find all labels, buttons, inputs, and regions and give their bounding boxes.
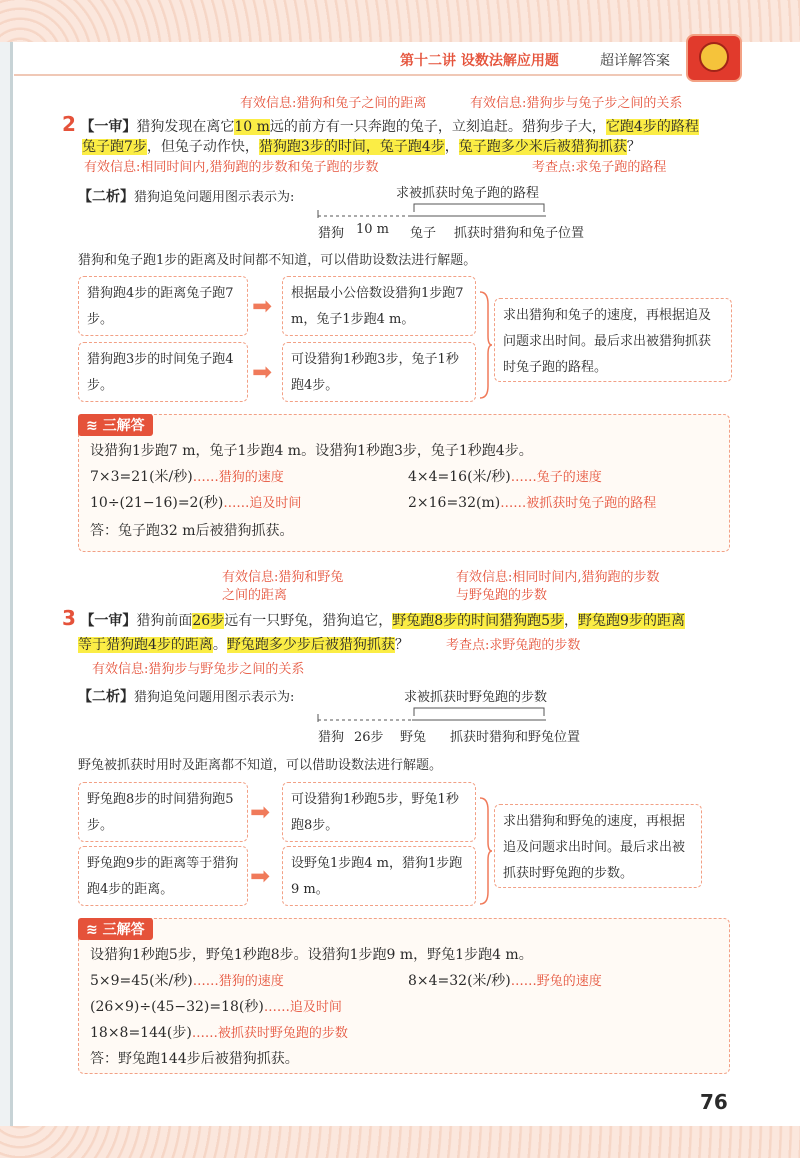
q2-answer: 答：兔子跑32 m后被猎狗抓获。 bbox=[90, 523, 294, 539]
q2-eq1: 7×3=21(米/秒) bbox=[90, 469, 193, 485]
left-margin-line bbox=[10, 42, 13, 1126]
chapter-title: 第十二讲 设数法解应用题 bbox=[400, 53, 559, 69]
q2-eq3-row bbox=[90, 490, 301, 517]
q2-annotation-time: 有效信息:相同时间内,猎狗跑的步数和兔子跑的步数 bbox=[84, 160, 379, 175]
q3-annotation-distance-2: 之间的距离 bbox=[222, 588, 288, 603]
q2-line2 bbox=[82, 136, 641, 156]
q2-eq4-row bbox=[408, 490, 656, 517]
q3-brace-icon bbox=[478, 796, 492, 906]
q3-eq1-comment: ……猎狗的速度 bbox=[192, 974, 284, 989]
q2-text: 猎狗发现在离它 bbox=[136, 119, 235, 135]
q3-highlight: 野兔跑8步的时间猎狗跑5步 bbox=[392, 613, 565, 629]
header-rule bbox=[14, 74, 682, 76]
q3-box-4: 设野兔1步跑4 m，猎狗1步跑9 m。 bbox=[282, 846, 476, 906]
q2-box-4: 可设猎狗1秒跑3步，兔子1秒跑4步。 bbox=[282, 342, 476, 402]
q3-diagram-label-catch: 抓获时猎狗和野兔位置 bbox=[450, 730, 581, 745]
q3-highlight: 野兔跑多少步后被猎狗抓获 bbox=[226, 637, 395, 653]
q2-eq4: 2×16=32(m) bbox=[408, 495, 501, 511]
q2-eq2-row bbox=[408, 464, 602, 491]
q3-annotation-time: 有效信息:相同时间内,猎狗跑的步数 bbox=[456, 570, 660, 585]
header-subtitle: 超详解答案 bbox=[600, 53, 670, 69]
q2-diagram-title: 求被抓获时兔子跑的路程 bbox=[396, 186, 540, 201]
q2-highlight: 它跑4步的路程 bbox=[605, 119, 699, 135]
q3-annotation-time-2: 与野兔跑的步数 bbox=[456, 588, 548, 603]
q3-highlight: 26步 bbox=[192, 613, 225, 629]
q3-eq4: 18×8=144(步) bbox=[90, 1025, 192, 1041]
q3-text: 。 bbox=[212, 637, 227, 653]
arrow-right-icon: ➡ bbox=[252, 358, 273, 386]
q3-text: ， bbox=[564, 613, 579, 629]
q2-eq4-comment: ……被抓获时兔子跑的路程 bbox=[500, 496, 657, 511]
q2-eq3-comment: ……追及时间 bbox=[223, 496, 302, 511]
q3-box-5: 求出猎狗和野兔的速度，再根据追及问题求出时间。最后求出被抓获时野兔跑的步数。 bbox=[494, 804, 702, 888]
q3-diagram-label-distance: 26步 bbox=[354, 730, 384, 745]
q3-eq2: 8×4=32(米/秒) bbox=[408, 973, 511, 989]
q2-annotation-distance: 有效信息:猎狗和兔子之间的距离 bbox=[240, 96, 427, 111]
q3-line2 bbox=[78, 634, 409, 654]
q2-tag-shen: 【一审】 bbox=[80, 119, 137, 135]
q2-line1 bbox=[62, 112, 699, 136]
q2-solution-intro: 设猎狗1步跑7 m，兔子1步跑4 m。设猎狗1秒跑3步，兔子1秒跑4步。 bbox=[90, 443, 533, 459]
q3-eq3-row bbox=[90, 994, 342, 1021]
q2-eq1-row bbox=[90, 464, 284, 491]
q3-tag-shen: 【一审】 bbox=[80, 613, 137, 629]
q2-highlight: 10 m bbox=[234, 119, 270, 135]
q3-annotation-point: 考查点:求野兔跑的步数 bbox=[446, 638, 581, 653]
left-margin-strip bbox=[0, 42, 10, 1126]
q3-eq3: (26×9)÷(45−32)=18(秒) bbox=[90, 999, 264, 1015]
q2-annotation-steps: 有效信息:猎狗步与兔子步之间的关系 bbox=[470, 96, 683, 111]
q3-eq2-comment: ……野兔的速度 bbox=[510, 974, 602, 989]
q3-eq1: 5×9=45(米/秒) bbox=[90, 973, 193, 989]
q3-annotation-distance: 有效信息:猎狗和野兔 bbox=[222, 570, 344, 585]
q3-number: 3 bbox=[62, 606, 76, 630]
q3-box-3: 野兔跑9步的距离等于猎狗跑4步的距离。 bbox=[78, 846, 248, 906]
q3-solution-intro: 设猎狗1秒跑5步，野兔1秒跑8步。设猎狗1步跑9 m，野兔1步跑4 m。 bbox=[90, 947, 533, 963]
q3-text: ？ bbox=[394, 637, 409, 653]
q3-diagram-lines bbox=[316, 702, 556, 724]
q3-box-1: 野兔跑8步的时间猎狗跑5步。 bbox=[78, 782, 248, 842]
q2-text: ，但兔子动作快， bbox=[146, 139, 259, 155]
q3-answer: 答：野兔跑144步后被猎狗抓获。 bbox=[90, 1051, 299, 1067]
q3-solution-tag: ≋ 三解答 bbox=[78, 918, 153, 940]
q2-text: 远的前方有一只奔跑的兔子，立刻追赶。猎狗步子大， bbox=[269, 119, 606, 135]
q3-diagram-title: 求被抓获时野兔跑的步数 bbox=[404, 690, 548, 705]
q2-text: ， bbox=[444, 139, 459, 155]
arrow-right-icon: ➡ bbox=[250, 798, 271, 826]
q3-eq4-row bbox=[90, 1020, 348, 1047]
q2-brace-icon bbox=[478, 290, 492, 400]
q2-highlight: 兔子跑多少米后被猎狗抓获 bbox=[458, 139, 627, 155]
q2-box-5: 求出猎狗和兔子的速度，再根据追及问题求出时间。最后求出被猎狗抓获时兔子跑的路程。 bbox=[494, 298, 732, 382]
q2-highlight: 兔子跑7步 bbox=[82, 139, 147, 155]
q3-tag-xi: 【二析】 bbox=[78, 689, 134, 705]
bottom-decorative-band bbox=[0, 1126, 800, 1158]
q3-text: 猎狗前面 bbox=[136, 613, 193, 629]
q2-analysis-line bbox=[78, 186, 294, 206]
q3-line1 bbox=[62, 606, 685, 630]
emblem-badge-icon bbox=[699, 42, 729, 72]
top-decorative-band bbox=[0, 0, 800, 42]
q2-diagram-lines bbox=[316, 198, 556, 220]
q3-analysis-text: 猎狗追兔问题用图示表示为: bbox=[134, 690, 295, 705]
q2-eq2: 4×4=16(米/秒) bbox=[408, 469, 511, 485]
q2-diagram-label-distance: 10 m bbox=[356, 222, 390, 237]
arrow-right-icon: ➡ bbox=[250, 862, 271, 890]
q2-eq2-comment: ……兔子的速度 bbox=[510, 470, 602, 485]
q3-highlight: 野兔跑9步的距离 bbox=[578, 613, 685, 629]
q3-highlight: 等于猎狗跑4步的距离 bbox=[78, 637, 213, 653]
q2-number: 2 bbox=[62, 112, 76, 136]
q2-solution-tag: ≋ 三解答 bbox=[78, 414, 153, 436]
q2-diagram-label-rabbit: 兔子 bbox=[410, 226, 437, 241]
q3-analysis-line bbox=[78, 686, 294, 706]
q3-annotation-steps: 有效信息:猎狗步与野兔步之间的关系 bbox=[92, 662, 305, 677]
q2-diagram-label-dog: 猎狗 bbox=[318, 226, 345, 241]
q3-box-2: 可设猎狗1秒跑5步，野兔1秒跑8步。 bbox=[282, 782, 476, 842]
q3-eq3-comment: ……追及时间 bbox=[263, 1000, 342, 1015]
q2-text: ？ bbox=[626, 139, 641, 155]
q2-diagram-label-catch: 抓获时猎狗和兔子位置 bbox=[454, 226, 585, 241]
q2-tag-xi: 【二析】 bbox=[78, 189, 134, 205]
q3-text: 远有一只野兔，猎狗追它， bbox=[224, 613, 393, 629]
q3-eq1-row bbox=[90, 968, 284, 995]
q3-eq4-comment: ……被抓获时野兔跑的步数 bbox=[191, 1026, 348, 1041]
q2-eq3: 10÷(21−16)=2(秒) bbox=[90, 495, 224, 511]
q2-analysis-text: 猎狗追兔问题用图示表示为: bbox=[134, 190, 295, 205]
q3-diagram-label-hare: 野兔 bbox=[400, 730, 427, 745]
q2-eq1-comment: ……猎狗的速度 bbox=[192, 470, 284, 485]
q2-box-3: 猎狗跑3步的时间兔子跑4步。 bbox=[78, 342, 248, 402]
q3-eq2-row bbox=[408, 968, 602, 995]
q2-annotation-point: 考查点:求兔子跑的路程 bbox=[532, 160, 667, 175]
q2-box-1: 猎狗跑4步的距离兔子跑7步。 bbox=[78, 276, 248, 336]
q3-analysis-note: 野兔被抓获时用时及距离都不知道，可以借助设数法进行解题。 bbox=[78, 758, 443, 773]
page-number: 76 bbox=[700, 1090, 728, 1114]
q2-box-2: 根据最小公倍数设猎狗1步跑7 m，兔子1步跑4 m。 bbox=[282, 276, 476, 336]
q3-diagram-label-dog: 猎狗 bbox=[318, 730, 345, 745]
q2-analysis-note: 猎狗和兔子跑1步的距离及时间都不知道，可以借助设数法进行解题。 bbox=[78, 253, 477, 268]
q2-highlight: 猎狗跑3步的时间，兔子跑4步 bbox=[258, 139, 445, 155]
arrow-right-icon: ➡ bbox=[252, 292, 273, 320]
